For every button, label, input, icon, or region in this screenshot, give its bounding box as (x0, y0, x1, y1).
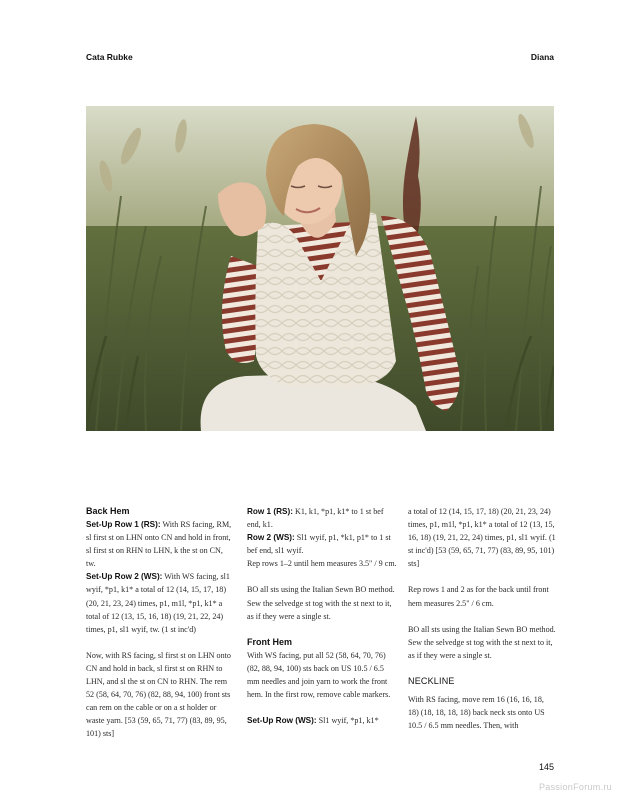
front-bo-paragraph: BO all sts using the Italian Sewn BO method. Sew the selvedge st tog with the st next to it, as if they were a single st. (408, 624, 556, 660)
page-number: 145 (538, 762, 554, 772)
bo-paragraph: BO all sts using the Italian Sewn BO method. Sew the selvedge st tog with the st next to it, as if they were a single st. (247, 585, 395, 621)
neckline-paragraph: With RS facing, move rem 16 (16, 16, 18, 18) (18, 18, 18, 18) back neck sts onto US 10.5 / 6.5 mm needles. Then, with (408, 694, 545, 731)
setup-row-1-paragraph (86, 518, 234, 636)
setup-row-1-text: With RS facing, RM, sl first st on LHN onto CN and hold in front, sl first st on RHN to LHN, k the st on CN, tw. (86, 520, 232, 569)
setup-row-1-label: Set-Up Row 1 (RS): (86, 520, 161, 529)
column-2 (247, 505, 397, 727)
row-1-text: K1, k1, *p1, k1* to 1 st bef end, k1. (247, 507, 384, 530)
column-1 (86, 505, 234, 754)
front-hem-heading: Front Hem (247, 636, 292, 647)
rep-text: Rep rows 1–2 until hem measures 3.5" / 9 cm. (247, 559, 397, 569)
setup-row-ws-text: Sl1 wyif, *p1, k1* (316, 716, 379, 726)
setup-row-2-label: Set-Up Row 2 (WS): (86, 572, 163, 582)
front-hem-paragraph: With WS facing, put all 52 (58, 64, 70, 76) (82, 88, 94, 100) sts back on US 10.5 / 6.5 mm needles and join yarn to work the front hem. In the first row, remove cable markers. (247, 650, 391, 700)
column-3 (408, 505, 556, 732)
setup-row-2-text: With WS facing, sl1 wyif, *p1, k1* a total of 12 (14, 15, 17, 18) (20, 21, 23, 24) times, p1, m1l, *p1, k1* a total of 12 (13, 15, 16, 18) (19, 21, 22, 24) times, p1, sl1 wyif, tw. (1 st inc'd) (86, 572, 230, 634)
setup-row-ws-label: Set-Up Row (WS): (247, 716, 317, 726)
model-photo (86, 106, 554, 431)
back-hem-heading: Back Hem (86, 506, 130, 516)
row-1-2-paragraph (247, 505, 397, 570)
front-rep-paragraph: Rep rows 1 and 2 as for the back until front hem measures 2.5" / 6 cm. (408, 585, 549, 608)
continuation-paragraph: a total of 12 (14, 15, 17, 18) (20, 21, 23, 24) times, p1, m1l, *p1, k1* a total of 12 (13, 15, 16, 18) (19, 21, 22, 24) times, p1, sl1 wyif. (1 st inc'd) [53 (59, 65, 71, 77) (83, 89, 95, 101) sts] (408, 507, 556, 569)
row-2-text: Sl1 wyif, p1, *k1, p1* to 1 st bef end, sl1 wyif. (247, 533, 391, 556)
designer-name: Cata Rubke (86, 52, 133, 62)
setup-row-ws-paragraph (247, 714, 397, 727)
watermark: PassionForum.ru (538, 782, 612, 792)
row-2-label: Row 2 (WS): (247, 533, 295, 543)
pattern-name: Diana (530, 52, 554, 62)
now-rs-paragraph: Now, with RS facing, sl first st on LHN onto CN and hold in back, sl first st on RHN to LHN, and sl the st on CN to RHN. The rem 52 (58, 64, 70, 76) (82, 88, 94, 100) front sts can rem on the cable or on a st holder or waste yarn. [53 (59, 65, 71, 77) (83, 89, 95, 101) sts] (86, 650, 231, 739)
row-1-label: Row 1 (RS): (247, 507, 293, 516)
neckline-heading: NECKLINE (408, 675, 455, 686)
